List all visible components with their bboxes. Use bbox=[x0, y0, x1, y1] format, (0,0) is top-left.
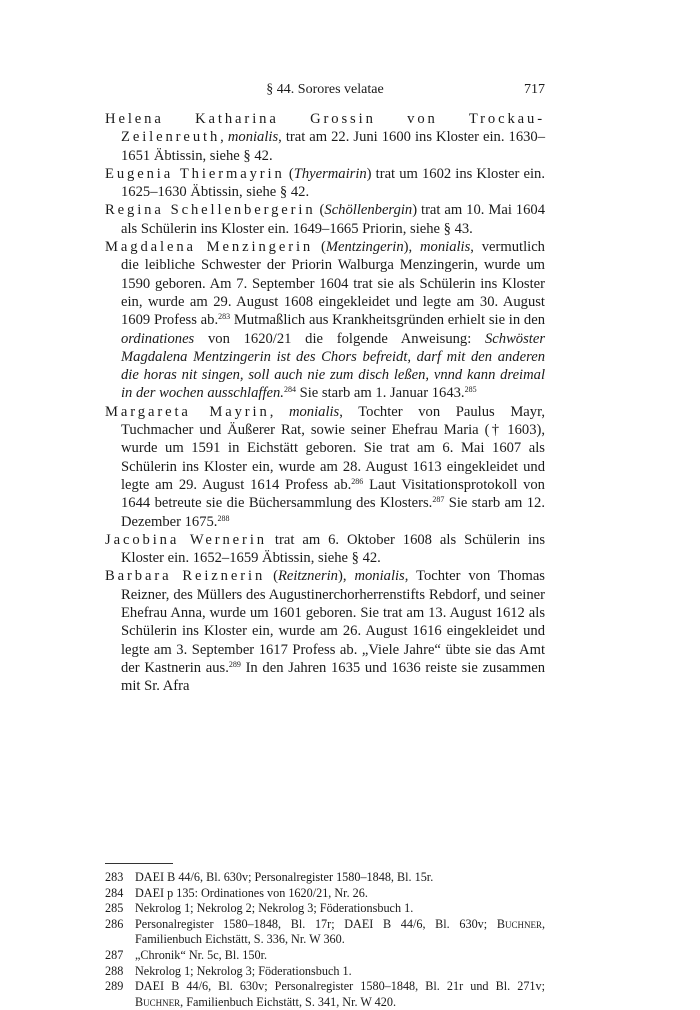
footnote-text bbox=[135, 979, 545, 1010]
footnote-text bbox=[135, 948, 545, 964]
footnote bbox=[105, 979, 545, 1010]
text-run: Nekrolog 1; Nekrolog 2; Nekrolog 3; Föderationsbuch 1. bbox=[135, 901, 414, 916]
nun-name: Regina Schellenbergerin bbox=[105, 202, 316, 219]
body-text bbox=[105, 110, 545, 696]
footnote-ref: 285 bbox=[464, 385, 477, 395]
text-run: DAEI p 135: Ordinationes von 1620/21, Nr. 26. bbox=[135, 885, 368, 900]
italic-run: monialis bbox=[420, 239, 471, 256]
text-run: , Tochter von Thomas Reizner, des Müllers des Augustinerchorherrenstifts Rebdorf, und seiner Ehefrau Anna, wurde um 1601 geboren. Sie trat am 13. August 1612 als Schülerin ins Kloster ein, wurde am 26. August 1616 eingekleidet und legte am 3. September 1617 Profess ab. „Viele Jahre“ übte sie das Amt der Kastnerin aus. bbox=[121, 568, 545, 676]
footnote-text bbox=[135, 886, 545, 902]
footnote-ref: 287 bbox=[432, 495, 445, 505]
text-run: ) trat um 1602 ins Kloster ein. 1625–1630 Äbtissin, siehe § 42. bbox=[121, 165, 545, 201]
author-name: Buchner bbox=[135, 994, 181, 1009]
text-run: ), bbox=[403, 239, 420, 256]
italic-run: monialis bbox=[354, 568, 405, 585]
text-run: „Chronik“ Nr. 5c, Bl. 150r. bbox=[135, 947, 268, 962]
page-number: 717 bbox=[524, 82, 545, 97]
text-run: ), bbox=[337, 568, 355, 585]
text-run: Sie starb am 12. Dezember 1675. bbox=[121, 495, 545, 530]
footnote-number: 288 bbox=[105, 963, 124, 978]
footnote bbox=[105, 964, 545, 980]
nun-name: Helena Katharina Grossin von Trockau-Zeilenreuth bbox=[105, 111, 545, 146]
footnote-number: 286 bbox=[105, 916, 124, 931]
text-run: Nekrolog 1; Nekrolog 3; Föderationsbuch 1. bbox=[135, 963, 352, 978]
footnote-number: 287 bbox=[105, 947, 124, 962]
footnotes bbox=[105, 870, 545, 1010]
nun-entry bbox=[105, 165, 545, 202]
text-run: ( bbox=[284, 165, 294, 182]
text-run: ( bbox=[313, 239, 326, 256]
text-run: ( bbox=[265, 568, 278, 585]
footnote-text bbox=[135, 901, 545, 917]
footnote bbox=[105, 870, 545, 886]
text-run: , Familienbuch Eichstätt, S. 336, Nr. W 360. bbox=[135, 916, 545, 947]
nun-name: Eugenia Thiermayrin bbox=[105, 165, 285, 182]
text-run: ( bbox=[315, 202, 325, 219]
running-title: § 44. Sorores velatae bbox=[266, 82, 384, 97]
text-run: Mutmaßlich aus Krankheitsgründen erhielt sie in den bbox=[230, 312, 545, 329]
footnote-rule bbox=[105, 863, 173, 864]
nun-entry bbox=[105, 201, 545, 238]
nun-entry bbox=[105, 110, 545, 165]
footnote-text bbox=[135, 917, 545, 948]
footnote-number: 285 bbox=[105, 901, 124, 916]
nun-name: Margareta Mayrin bbox=[105, 403, 270, 420]
text-run: Sie starb am 1. Januar 1643. bbox=[295, 385, 465, 402]
author-name: Buchner bbox=[496, 916, 542, 931]
footnote bbox=[105, 901, 545, 917]
text-run: , Familienbuch Eichstätt, S. 341, Nr. W 420. bbox=[180, 994, 397, 1009]
footnote-text bbox=[135, 870, 545, 886]
footnote-number: 289 bbox=[105, 979, 124, 994]
footnote-ref: 288 bbox=[217, 513, 230, 523]
footnote-number: 284 bbox=[105, 885, 124, 900]
nun-name: Magdalena Menzingerin bbox=[105, 239, 314, 256]
footnote bbox=[105, 917, 545, 948]
nun-entry bbox=[105, 531, 545, 568]
text-run: trat am 6. Oktober 1608 als Schülerin ins Kloster ein. 1652–1659 Äbtissin, siehe § 42. bbox=[121, 531, 546, 567]
text-run: In den Jahren 1635 und 1636 reiste sie zusammen mit Sr. Afra bbox=[121, 659, 545, 695]
italic-run: ordinationes bbox=[121, 330, 195, 347]
italic-run: Schöllenbergin bbox=[324, 202, 413, 219]
text-run: , bbox=[220, 129, 228, 146]
text-run: , bbox=[269, 403, 289, 420]
italic-run: monialis bbox=[288, 403, 340, 420]
text-run: von 1620/21 die folgende Anweisung: bbox=[194, 330, 485, 347]
italic-run: Mentzingerin bbox=[325, 239, 404, 256]
text-run: Laut Visitationsprotokoll von 1644 betreute sie die Büchersammlung des Klosters. bbox=[121, 476, 545, 512]
footnote-ref: 283 bbox=[218, 312, 231, 322]
footnote bbox=[105, 948, 545, 964]
nun-name: Barbara Reiznerin bbox=[105, 568, 266, 585]
text-run: ) trat am 10. Mai 1604 als Schülerin ins Kloster ein. 1649–1665 Priorin, siehe § 43. bbox=[121, 202, 545, 237]
text-run: Personalregister 1580–1848, Bl. 17r; DAEI B 44/6, Bl. 630v; bbox=[135, 916, 497, 931]
footnote-ref: 284 bbox=[283, 385, 296, 395]
nun-name: Jacobina Wernerin bbox=[105, 531, 267, 548]
running-head bbox=[105, 82, 545, 102]
italic-run: monialis bbox=[227, 129, 279, 146]
text-run: , vermutlich die leibliche Schwester der Priorin Walburga Menzingerin, wurde um 1590 geboren. Am 7. September 1604 trat sie als Schülerin ins Kloster ein, wurde am 29. August 1608 eingekleidet und legte am 30. August 1609 Profess ab. bbox=[121, 239, 545, 329]
footnote-number: 283 bbox=[105, 870, 124, 884]
nun-entry bbox=[105, 567, 545, 695]
italic-run: Schwöster Magdalena Mentzingerin ist des Chors befreidt, darf mit den anderen die horas nit singen, soll auch nie zum disch leßen, vnnd kann dreimal in der wochen ausschlaffen. bbox=[121, 330, 545, 402]
text-run: DAEI B 44/6, Bl. 630v; Personalregister 1580–1848, Bl. 21r und Bl. 271v; bbox=[135, 979, 545, 994]
footnote-ref: 289 bbox=[228, 659, 241, 669]
footnote-text bbox=[135, 964, 545, 980]
italic-run: Reitznerin bbox=[277, 568, 338, 585]
footnote bbox=[105, 886, 545, 902]
text-run: DAEI B 44/6, Bl. 630v; Personalregister 1580–1848, Bl. 15r. bbox=[135, 870, 434, 884]
italic-run: Thyermairin bbox=[293, 165, 367, 182]
nun-entry bbox=[105, 238, 545, 403]
text-run: , trat am 22. Juni 1600 ins Kloster ein. 1630–1651 Äbtissin, siehe § 42. bbox=[121, 129, 546, 164]
text-run: , Tochter von Paulus Mayr, Tuchmacher und Äußerer Rat, sowie seiner Ehefrau Maria († 1603), wurde um 1591 in Eichstätt geboren. Sie trat am 6. Mai 1607 als Schülerin ins Kloster ein, wurde am 28. August 1613 eingekleidet und legte am 29. August 1614 Profess ab. bbox=[121, 403, 545, 493]
footnote-ref: 286 bbox=[351, 476, 364, 486]
nun-entry bbox=[105, 403, 545, 531]
